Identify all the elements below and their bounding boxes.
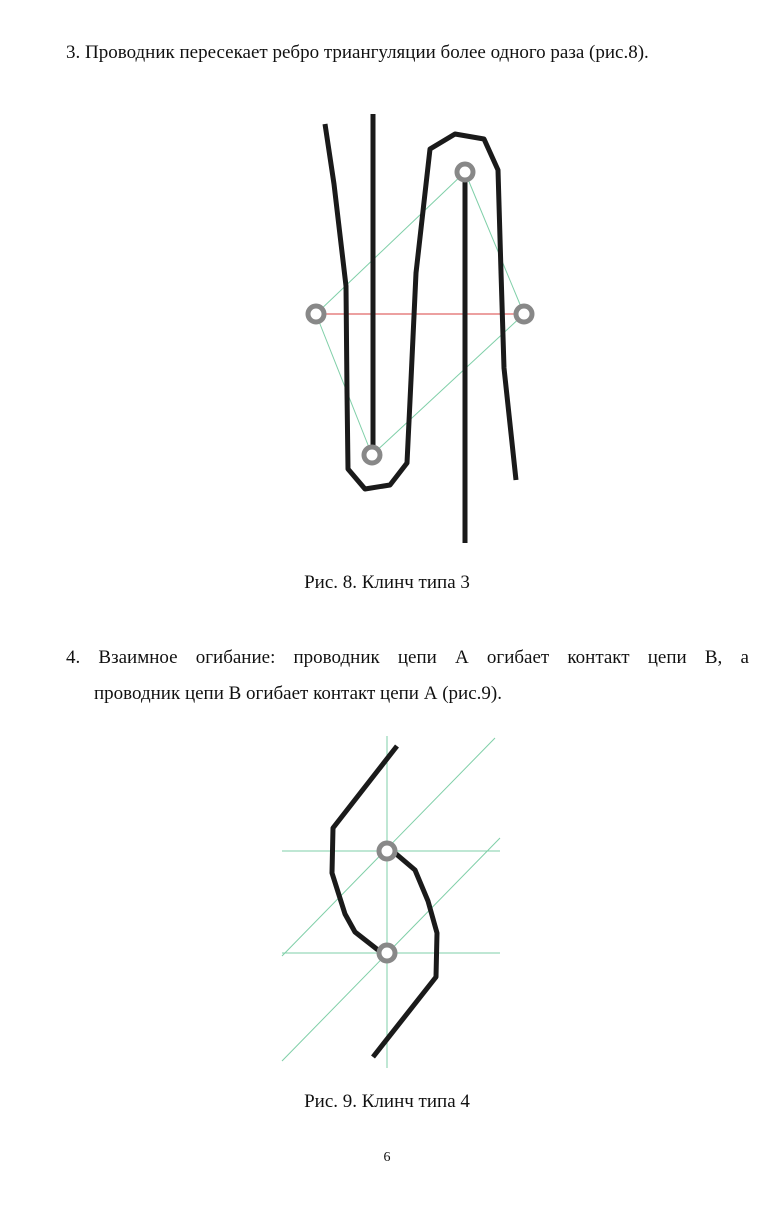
item-3-paragraph: 3. Проводник пересекает ребро триангуляции более одного раза (рис.8). [66, 42, 649, 63]
word: огибание: [195, 647, 276, 668]
word: цепи [647, 647, 687, 668]
item-4-paragraph-line-2: проводник цепи В огибает контакт цепи А (рис.9). [94, 683, 502, 704]
contact-pad [457, 164, 473, 180]
page-number: 6 [383, 1150, 391, 1165]
contact-pad [308, 306, 324, 322]
conductors [325, 114, 516, 543]
conductors [332, 746, 437, 1057]
word: Взаимное [98, 647, 178, 668]
word: цепи [397, 647, 437, 668]
word: а [740, 647, 749, 668]
triangulation-edges [282, 736, 500, 1068]
word: огибает [486, 647, 550, 668]
conductor-serpentine [325, 124, 516, 489]
figure-9-diagram [0, 730, 774, 1080]
contact-pad [379, 945, 395, 961]
contact-pad [516, 306, 532, 322]
word: В, [704, 647, 723, 668]
contact-pad [379, 843, 395, 859]
word: контакт [567, 647, 630, 668]
contact-pad [364, 447, 380, 463]
triangulation-edge [316, 172, 465, 314]
word: А [455, 647, 469, 668]
figure-8-caption: Рис. 8. Клинч типа 3 [304, 572, 470, 593]
word: 4. [66, 647, 81, 668]
word: проводник [293, 647, 380, 668]
figure-9-caption: Рис. 9. Клинч типа 4 [304, 1091, 470, 1112]
item-4-paragraph-line-1 [66, 643, 749, 673]
figure-8-diagram [0, 100, 774, 550]
triangulation-edge [465, 172, 524, 314]
